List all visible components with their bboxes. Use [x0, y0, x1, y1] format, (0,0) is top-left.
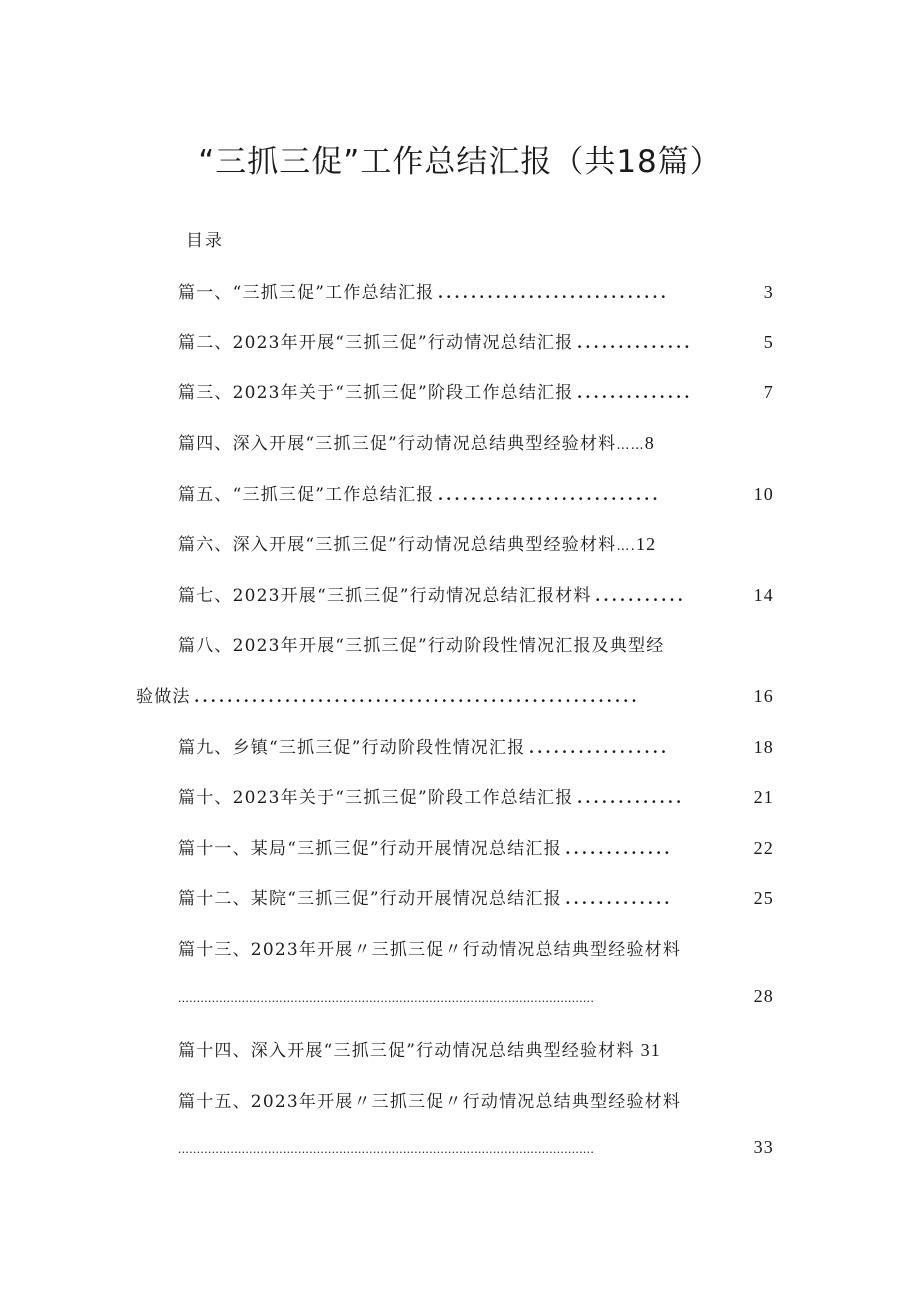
toc-leader: .............	[565, 889, 674, 908]
toc-entry[interactable]	[178, 429, 655, 459]
toc-entry-label: 篇一、“三抓三促”工作总结汇报	[178, 283, 435, 303]
toc-entry[interactable]	[178, 1036, 661, 1066]
toc-leader: .............	[577, 788, 685, 807]
toc-entry[interactable]	[178, 581, 774, 611]
toc-entry[interactable]	[178, 631, 664, 661]
toc-entry-label: 篇四、深入开展“三抓三促”行动情况总结典型经验材料	[178, 434, 617, 454]
toc-page-number: 3	[763, 282, 774, 302]
toc-page-number: 31	[640, 1040, 661, 1060]
toc-page-number: 7	[763, 382, 774, 402]
toc-entry-label: 篇十五、2023年开展〃三抓三促〃行动情况总结典型经验材料	[178, 1092, 682, 1112]
toc-leader: ...........................	[438, 485, 662, 504]
toc-entry[interactable]	[178, 328, 774, 358]
toc-entry-label: 篇十二、某院“三抓三促”行动开展情况总结汇报	[178, 889, 562, 909]
toc-entry-label: 篇七、2023开展“三抓三促”行动情况总结汇报材料	[178, 586, 592, 606]
toc-entry[interactable]	[178, 834, 774, 864]
toc-entry-label: 篇十一、某局“三抓三促”行动开展情况总结汇报	[178, 839, 562, 859]
toc-entry[interactable]	[178, 278, 774, 308]
toc-leader: ...............................................................................................................	[178, 990, 595, 1005]
toc-page-number: 21	[753, 787, 774, 807]
toc-entry-continuation[interactable]	[178, 986, 774, 1016]
toc-page-number: 22	[753, 838, 774, 858]
toc-page-number: 18	[753, 737, 774, 757]
toc-entry-label: 篇二、2023年开展“三抓三促”行动情况总结汇报	[178, 333, 574, 353]
toc-leader: ……	[616, 438, 645, 453]
toc-entry[interactable]	[178, 783, 774, 813]
toc-page-number: 16	[753, 686, 774, 706]
toc-entry-label: 篇三、2023年关于“三抓三促”阶段工作总结汇报	[178, 383, 574, 403]
toc-page-number: 28	[753, 986, 774, 1006]
toc-leader: .................	[529, 738, 670, 757]
toc-entry[interactable]	[178, 733, 774, 763]
toc-leader: ...............................................................................................................	[178, 1141, 595, 1156]
toc-entry[interactable]	[178, 378, 774, 408]
document-title: “三抓三促”工作总结汇报（共18篇）	[198, 144, 722, 180]
toc-entry[interactable]	[178, 1087, 681, 1117]
toc-page-number: 12	[635, 534, 657, 554]
toc-entry[interactable]	[178, 530, 656, 560]
toc-entry[interactable]	[178, 480, 774, 510]
toc-entry-label: 篇六、深入开展“三抓三促”行动情况总结典型经验材料	[178, 535, 617, 555]
toc-entry[interactable]	[178, 935, 681, 965]
toc-page-number: 33	[753, 1137, 774, 1157]
toc-entry-continuation[interactable]	[178, 1137, 774, 1167]
toc-leader: ..............	[577, 383, 693, 402]
toc-page-number: 14	[753, 585, 774, 605]
toc-entry-label: 篇九、乡镇“三抓三促”行动阶段性情况汇报	[178, 738, 526, 758]
toc-page-number: 25	[753, 888, 774, 908]
toc-leader: ...........	[595, 586, 687, 605]
toc-entry[interactable]	[178, 884, 774, 914]
toc-entry-label: 篇五、“三抓三促”工作总结汇报	[178, 485, 435, 505]
toc-leader: ......................................................	[194, 687, 641, 706]
toc-page-number: 5	[763, 332, 774, 352]
toc-page-number: 10	[753, 484, 774, 504]
toc-entry-label: 篇十四、深入开展“三抓三促”行动情况总结典型经验材料	[178, 1041, 635, 1061]
toc-heading: 目录	[186, 231, 224, 251]
toc-entry-label-continuation: 验做法	[136, 687, 191, 707]
toc-entry-label: 篇十、2023年关于“三抓三促”阶段工作总结汇报	[178, 788, 574, 808]
toc-entry-continuation[interactable]	[136, 682, 774, 712]
toc-page-number: 8	[644, 433, 655, 453]
toc-entry-label: 篇十三、2023年开展〃三抓三促〃行动情况总结典型经验材料	[178, 940, 682, 960]
toc-leader: .............	[565, 839, 674, 858]
toc-entry-label: 篇八、2023年开展“三抓三促”行动阶段性情况汇报及典型经	[178, 636, 665, 656]
toc-leader: ............................	[438, 283, 670, 302]
toc-leader: ….	[616, 539, 636, 554]
toc-leader: ..............	[577, 333, 693, 352]
